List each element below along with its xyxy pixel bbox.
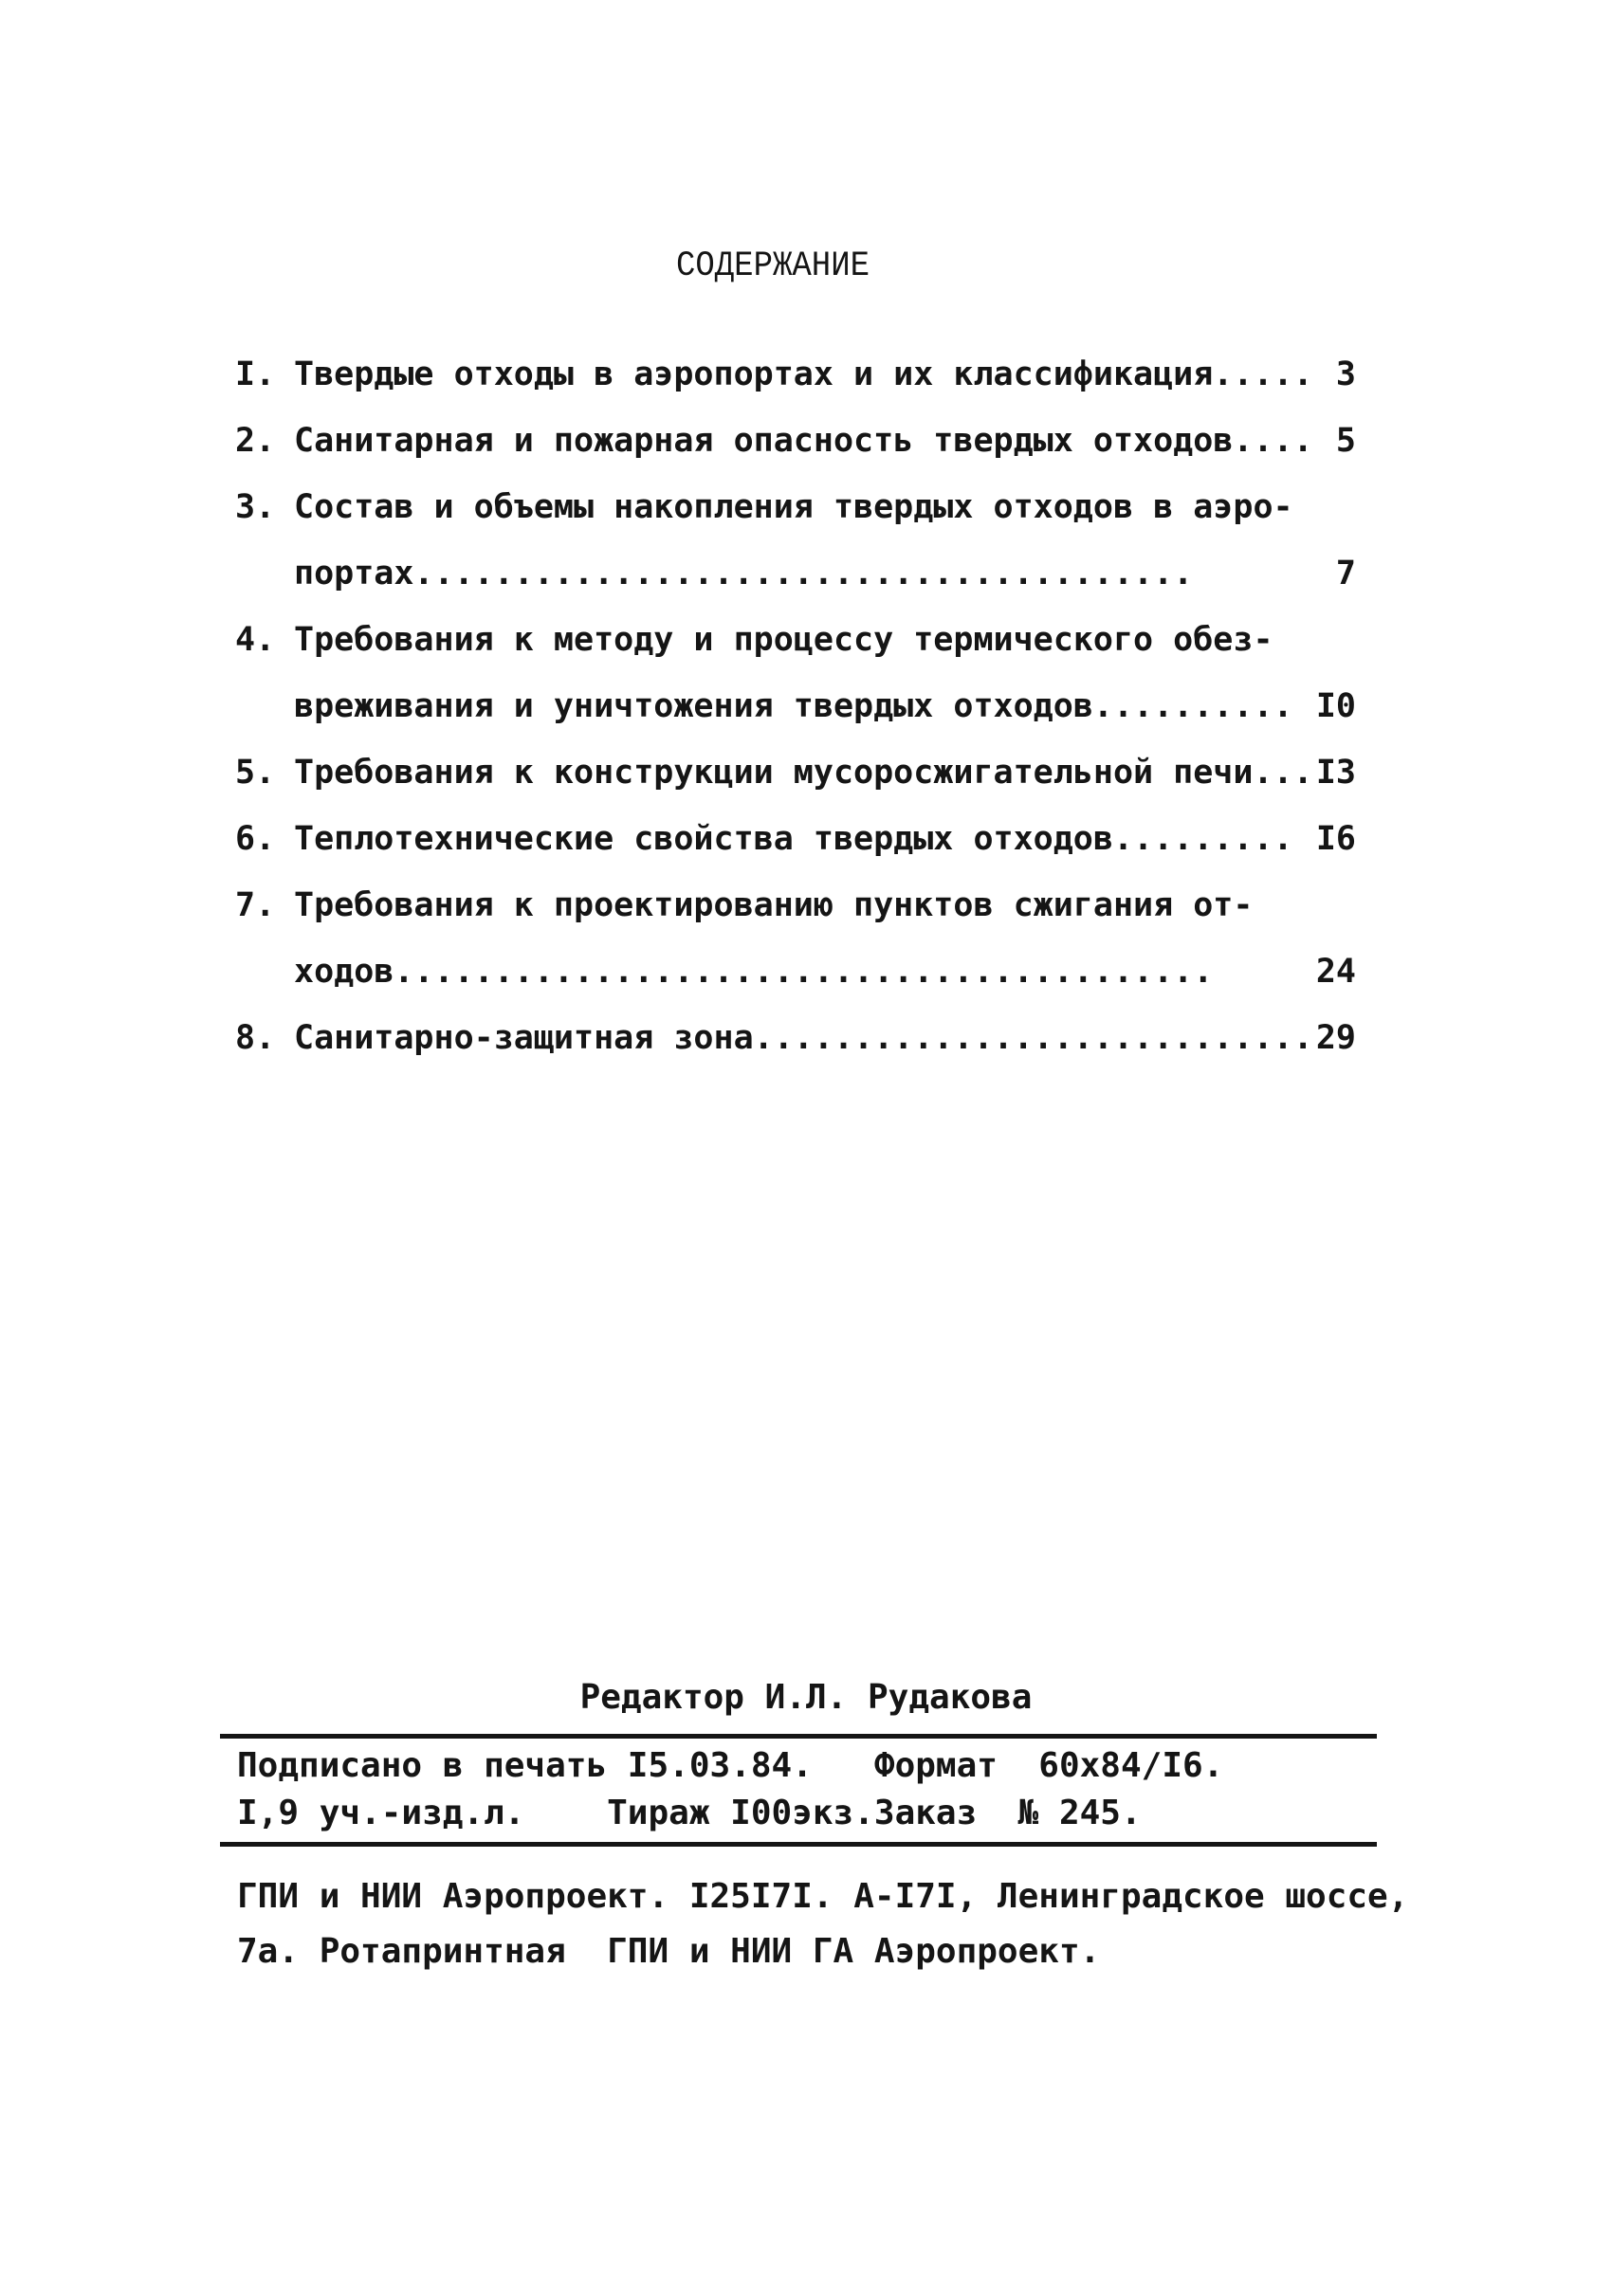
- toc-page: I6: [1315, 820, 1356, 858]
- toc-text: вреживания и уничтожения твердых отходов..........: [294, 687, 1293, 725]
- toc-number: 5.: [235, 754, 276, 792]
- toc-line-continuation: [235, 673, 1356, 739]
- toc-line-continuation: [235, 540, 1356, 607]
- toc-line: [235, 739, 1356, 806]
- toc-line-continuation: [235, 938, 1356, 1005]
- editor-credit: Редактор И.Л. Рудакова: [579, 1678, 1033, 1717]
- toc-page: I3: [1315, 754, 1356, 792]
- toc-number: 3.: [235, 488, 276, 526]
- toc-number: 8.: [235, 1019, 276, 1057]
- toc-text: Теплотехнические свойства твердых отходов.........: [294, 820, 1293, 858]
- publisher-line: 7а. Ротапринтная ГПИ и НИИ ГА Аэропроект.: [237, 1932, 1101, 1971]
- toc-text: Твердые отходы в аэропортах и их классификация.....: [294, 355, 1313, 393]
- toc-page: I0: [1315, 687, 1356, 725]
- toc-line: [235, 341, 1356, 408]
- toc-text: Санитарная и пожарная опасность твердых отходов....: [294, 422, 1313, 460]
- toc-line: [235, 408, 1356, 474]
- publisher-line: ГПИ и НИИ Аэропроект. I25I7I. А-I7I, Ленинградское шоссе,: [237, 1877, 1409, 1916]
- page-title: СОДЕРЖАНИЕ: [675, 246, 870, 286]
- toc-text: портах.......................................: [294, 555, 1194, 592]
- toc-number: 6.: [235, 820, 276, 858]
- toc-line: [235, 607, 1356, 673]
- toc-number: 2.: [235, 422, 276, 460]
- imprint-line: Подписано в печать I5.03.84. Формат 60х84/I6.: [237, 1746, 1224, 1785]
- toc-text: Требования к конструкции мусоросжигательной печи...: [294, 754, 1313, 792]
- toc-page: 29: [1315, 1019, 1356, 1057]
- toc-text: Требования к методу и процессу термического обез-: [294, 621, 1273, 659]
- toc-line: [235, 474, 1356, 540]
- toc-page: 5: [1335, 422, 1356, 460]
- table-of-contents: [235, 341, 1356, 1071]
- toc-line: [235, 806, 1356, 872]
- toc-number: I.: [235, 355, 276, 393]
- toc-text: ходов.........................................: [294, 953, 1214, 991]
- toc-page: 24: [1315, 953, 1356, 991]
- toc-number: 4.: [235, 621, 276, 659]
- toc-line: [235, 1005, 1356, 1071]
- toc-text: Состав и объемы накопления твердых отходов в аэро-: [294, 488, 1293, 526]
- toc-page: 7: [1335, 555, 1356, 592]
- toc-text: Санитарно-защитная зона............................: [294, 1019, 1313, 1057]
- toc-page: 3: [1335, 355, 1356, 393]
- toc-line: [235, 872, 1356, 938]
- toc-number: 7.: [235, 886, 276, 924]
- divider-rule: [220, 1842, 1377, 1847]
- divider-rule: [220, 1734, 1377, 1739]
- toc-text: Требования к проектированию пунктов сжигания от-: [294, 886, 1254, 924]
- imprint-line: I,9 уч.-изд.л. Тираж I00экз.Заказ № 245.: [237, 1794, 1142, 1832]
